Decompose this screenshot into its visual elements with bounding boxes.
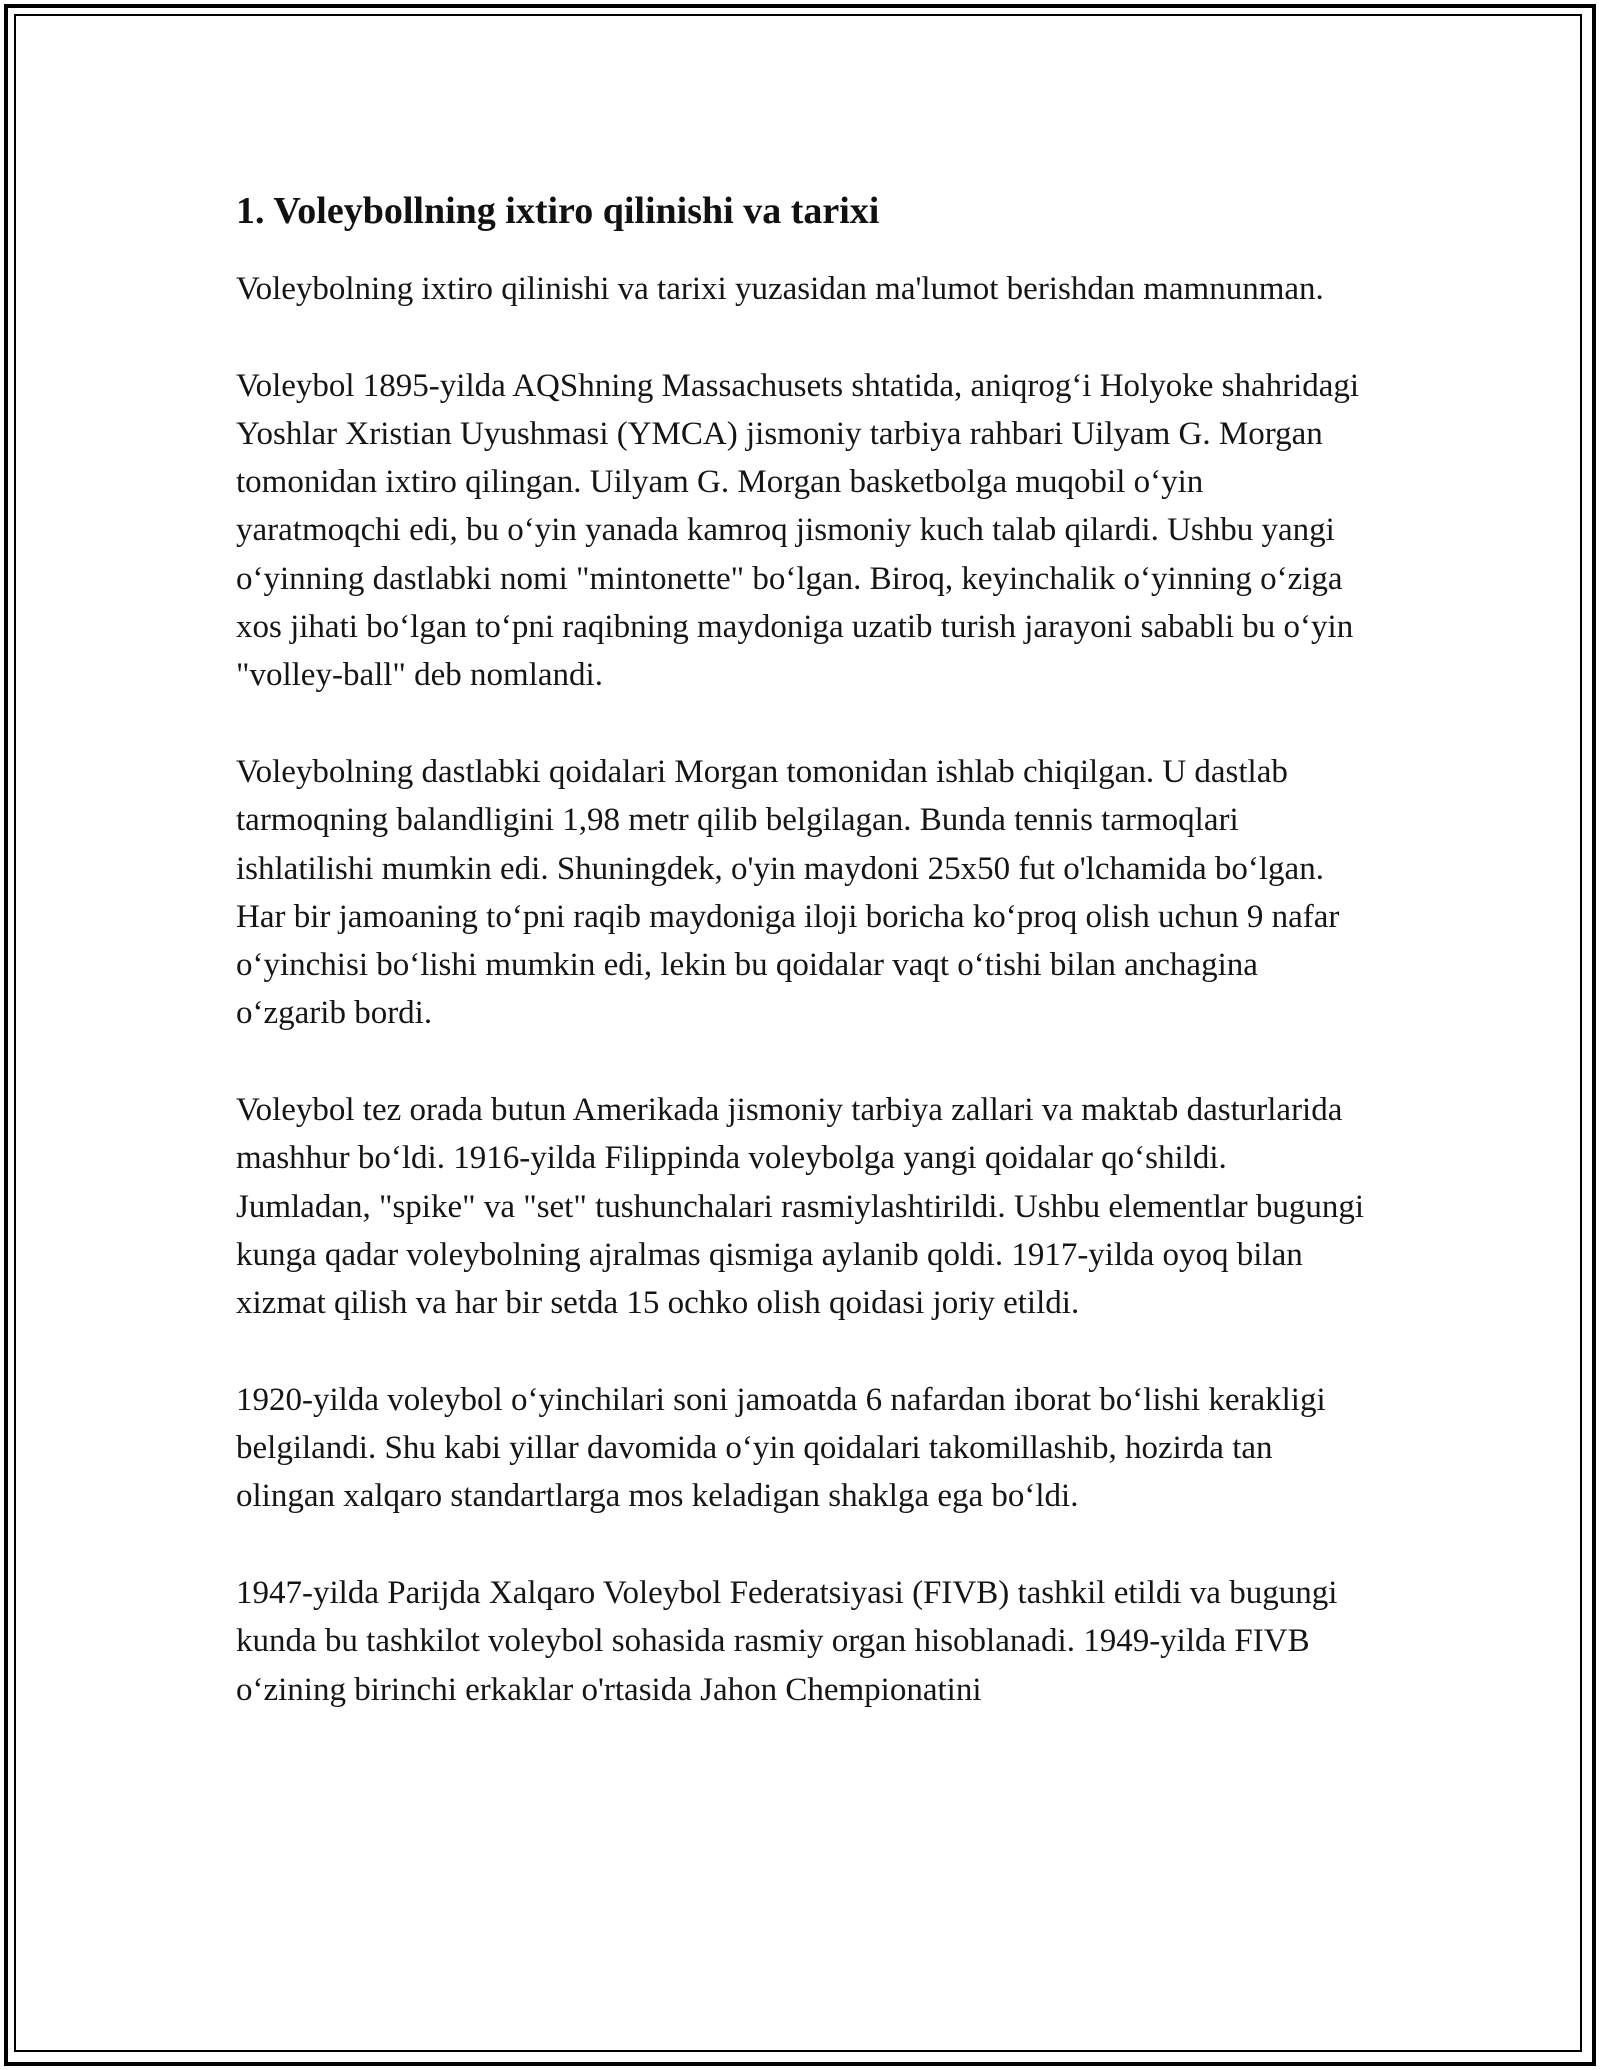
document-body — [236, 185, 1366, 1762]
paragraph-invention: Voleybol 1895-yilda AQShning Massachusets shtatida, aniqrog‘i Holyoke shahridagi Yoshlar Xristian Uyushmasi (YMCA) jismoniy tarbiya rahbari Uilyam G. Morgan tomonidan ixtiro qilingan. Uilyam G. Morgan basketbolga muqobil o‘yin yaratmoqchi edi, bu o‘yin yanada kamroq jismoniy kuch talab qilardi. Ushbu yangi o‘yinning dastlabki nomi "mintonette" bo‘lgan. Biroq, keyinchalik o‘yinning o‘ziga xos jihati bo‘lgan to‘pni raqibning maydoniga uzatib turish jarayoni sababli bu o‘yin "volley-ball" deb nomlandi. — [236, 367, 1360, 694]
paragraph-fivb: 1947-yilda Parijda Xalqaro Voleybol Federatsiyasi (FIVB) tashkil etildi va bugungi kunda bu tashkilot voleybol sohasida rasmiy organ hisoblanadi. 1949-yilda FIVB o‘zining birinchi erkaklar o'rtasida Jahon Chempionatini — [236, 1575, 1338, 1708]
paragraph-spread: Voleybol tez orada butun Amerikada jismoniy tarbiya zallari va maktab dasturlarida mashhur bo‘ldi. 1916-yilda Filippinda voleybolga yangi qoidalar qo‘shildi. Jumladan, "spike" va "set" tushunchalari rasmiylashtirildi. Ushbu elementlar bugungi kunga qadar voleybolning ajralmas qismiga aylanib qoldi. 1917-yilda oyoq bilan xizmat qilish va har bir setda 15 ochko olish qoidasi joriy etildi. — [236, 1092, 1364, 1322]
section-heading: 1. Voleybollning ixtiro qilinishi va tarixi — [236, 190, 880, 232]
paragraph-team-size: 1920-yilda voleybol o‘yinchilari soni jamoatda 6 nafardan iborat bo‘lishi kerakligi belgilandi. Shu kabi yillar davomida o‘yin qoidalari takomillashib, hozirda tan olingan xalqaro standartlarga mos keladigan shaklga ega bo‘ldi. — [236, 1381, 1326, 1515]
paragraph-intro: Voleybolning ixtiro qilinishi va tarixi yuzasidan ma'lumot berishdan mamnunman. — [236, 271, 1324, 307]
paragraph-early-rules: Voleybolning dastlabki qoidalari Morgan tomonidan ishlab chiqilgan. U dastlab tarmoqning balandligini 1,98 metr qilib belgilagan. Bunda tennis tarmoqlari ishlatilishi mumkin edi. Shuningdek, o'yin maydoni 25x50 fut o'lchamida bo‘lgan. Har bir jamoaning to‘pni raqib maydoniga iloji boricha ko‘proq olish uchun 9 nafar o‘yinchisi bo‘lishi mumkin edi, lekin bu qoidalar vaqt o‘tishi bilan anchagina o‘zgarib bordi. — [236, 753, 1340, 1032]
